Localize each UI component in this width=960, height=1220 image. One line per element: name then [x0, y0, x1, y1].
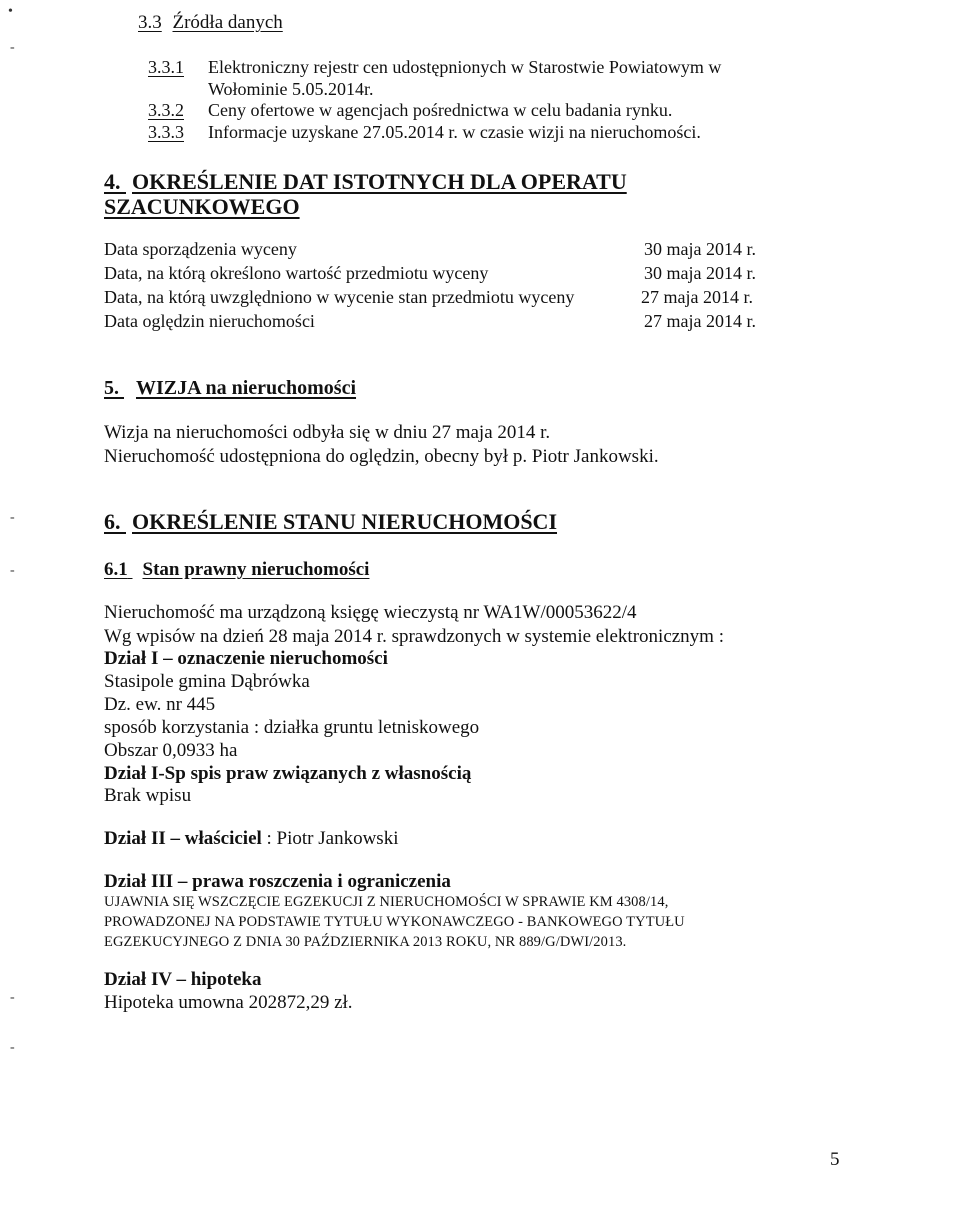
item-number: 3.3.2 — [148, 100, 184, 120]
date-label: Data, na którą uwzględniono w wycenie stan przedmiotu wyceny — [104, 287, 575, 307]
dzial-1-line: Dz. ew. nr 445 — [104, 694, 216, 715]
subsection-number: 6.1 — [104, 559, 128, 580]
item-text-continued: Wołominie 5.05.2014r. — [208, 79, 374, 99]
entries-date-line: Wg wpisów na dzień 28 maja 2014 r. sprawdzonych w systemie elektronicznym : — [104, 626, 724, 647]
margin-dash-mark: - — [10, 1040, 15, 1055]
section-5-heading — [104, 375, 356, 401]
date-value: 30 maja 2014 r. — [644, 263, 756, 283]
date-value: 30 maja 2014 r. — [644, 239, 756, 259]
dzial-1sp-line: Brak wpisu — [104, 785, 192, 806]
section-6-heading — [104, 509, 557, 535]
dzial-3-heading: Dział III – prawa roszczenia i ograniczenia — [104, 871, 451, 892]
section-4-heading — [104, 169, 627, 195]
section-title: WIZJA na nieruchomości — [136, 377, 357, 399]
section-3-3-heading — [138, 11, 283, 34]
section-number: 5. — [104, 377, 119, 399]
section-title: Źródła danych — [172, 12, 283, 33]
section-title: OKREŚLENIE STANU NIERUCHOMOŚCI — [132, 509, 558, 534]
date-value: 27 maja 2014 r. — [644, 311, 756, 331]
margin-dash-mark: - — [10, 510, 15, 525]
inspection-text: Nieruchomość udostępniona do oględzin, obecny był p. Piotr Jankowski. — [104, 446, 659, 467]
item-number: 3.3.1 — [148, 57, 184, 77]
section-number: 6. — [104, 509, 121, 534]
item-text: Elektroniczny rejestr cen udostępnionych w Starostwie Powiatowym w — [208, 57, 722, 77]
land-register-line: Nieruchomość ma urządzoną księgę wieczystą nr WA1W/00053622/4 — [104, 602, 637, 623]
date-label: Data sporządzenia wyceny — [104, 239, 297, 259]
date-label: Data, na którą określono wartość przedmiotu wyceny — [104, 263, 489, 283]
dzial-3-line: EGZEKUCYJNEGO Z DNIA 30 PAŹDZIERNIKA 2013 ROKU, NR 889/G/DWI/2013. — [104, 934, 627, 950]
margin-dash-mark: - — [10, 990, 15, 1005]
margin-dot-mark: • — [8, 4, 13, 19]
dzial-4-heading: Dział IV – hipoteka — [104, 969, 262, 990]
section-number: 4. — [104, 169, 121, 194]
inspection-text: Wizja na nieruchomości odbyła się w dniu 27 maja 2014 r. — [104, 422, 551, 443]
dzial-2-owner: : Piotr Jankowski — [261, 828, 399, 849]
date-value: 27 maja 2014 r. — [641, 287, 753, 307]
section-number: 3.3 — [138, 12, 162, 33]
dzial-2-heading: Dział II – właściciel — [104, 828, 262, 849]
dzial-1-heading: Dział I – oznaczenie nieruchomości — [104, 648, 388, 669]
item-number: 3.3.3 — [148, 122, 184, 142]
date-label: Data oględzin nieruchomości — [104, 311, 315, 331]
dzial-1sp-heading: Dział I-Sp spis praw związanych z własnością — [104, 763, 472, 784]
dzial-2-line — [104, 827, 398, 850]
dzial-1-line: sposób korzystania : działka gruntu letniskowego — [104, 717, 480, 738]
subsection-6-1-heading — [104, 558, 369, 581]
dzial-3-line: UJAWNIA SIĘ WSZCZĘCIE EGZEKUCJI Z NIERUCHOMOŚCI W SPRAWIE KM 4308/14, — [104, 894, 669, 910]
page-number: 5 — [830, 1149, 840, 1170]
margin-dash-mark: - — [10, 40, 15, 55]
section-4-heading-continued: SZACUNKOWEGO — [104, 194, 300, 219]
subsection-title: Stan prawny nieruchomości — [142, 559, 370, 580]
margin-dash-mark: - — [10, 563, 15, 578]
item-text: Ceny ofertowe w agencjach pośrednictwa w celu badania rynku. — [208, 100, 673, 120]
dzial-4-line: Hipoteka umowna 202872,29 zł. — [104, 992, 353, 1013]
item-text: Informacje uzyskane 27.05.2014 r. w czasie wizji na nieruchomości. — [208, 122, 701, 142]
dzial-3-line: PROWADZONEJ NA PODSTAWIE TYTUŁU WYKONAWCZEGO - BANKOWEGO TYTUŁU — [104, 914, 685, 930]
dzial-1-line: Stasipole gmina Dąbrówka — [104, 671, 310, 692]
section-title: OKREŚLENIE DAT ISTOTNYCH DLA OPERATU — [132, 169, 627, 194]
dzial-1-line: Obszar 0,0933 ha — [104, 740, 238, 761]
